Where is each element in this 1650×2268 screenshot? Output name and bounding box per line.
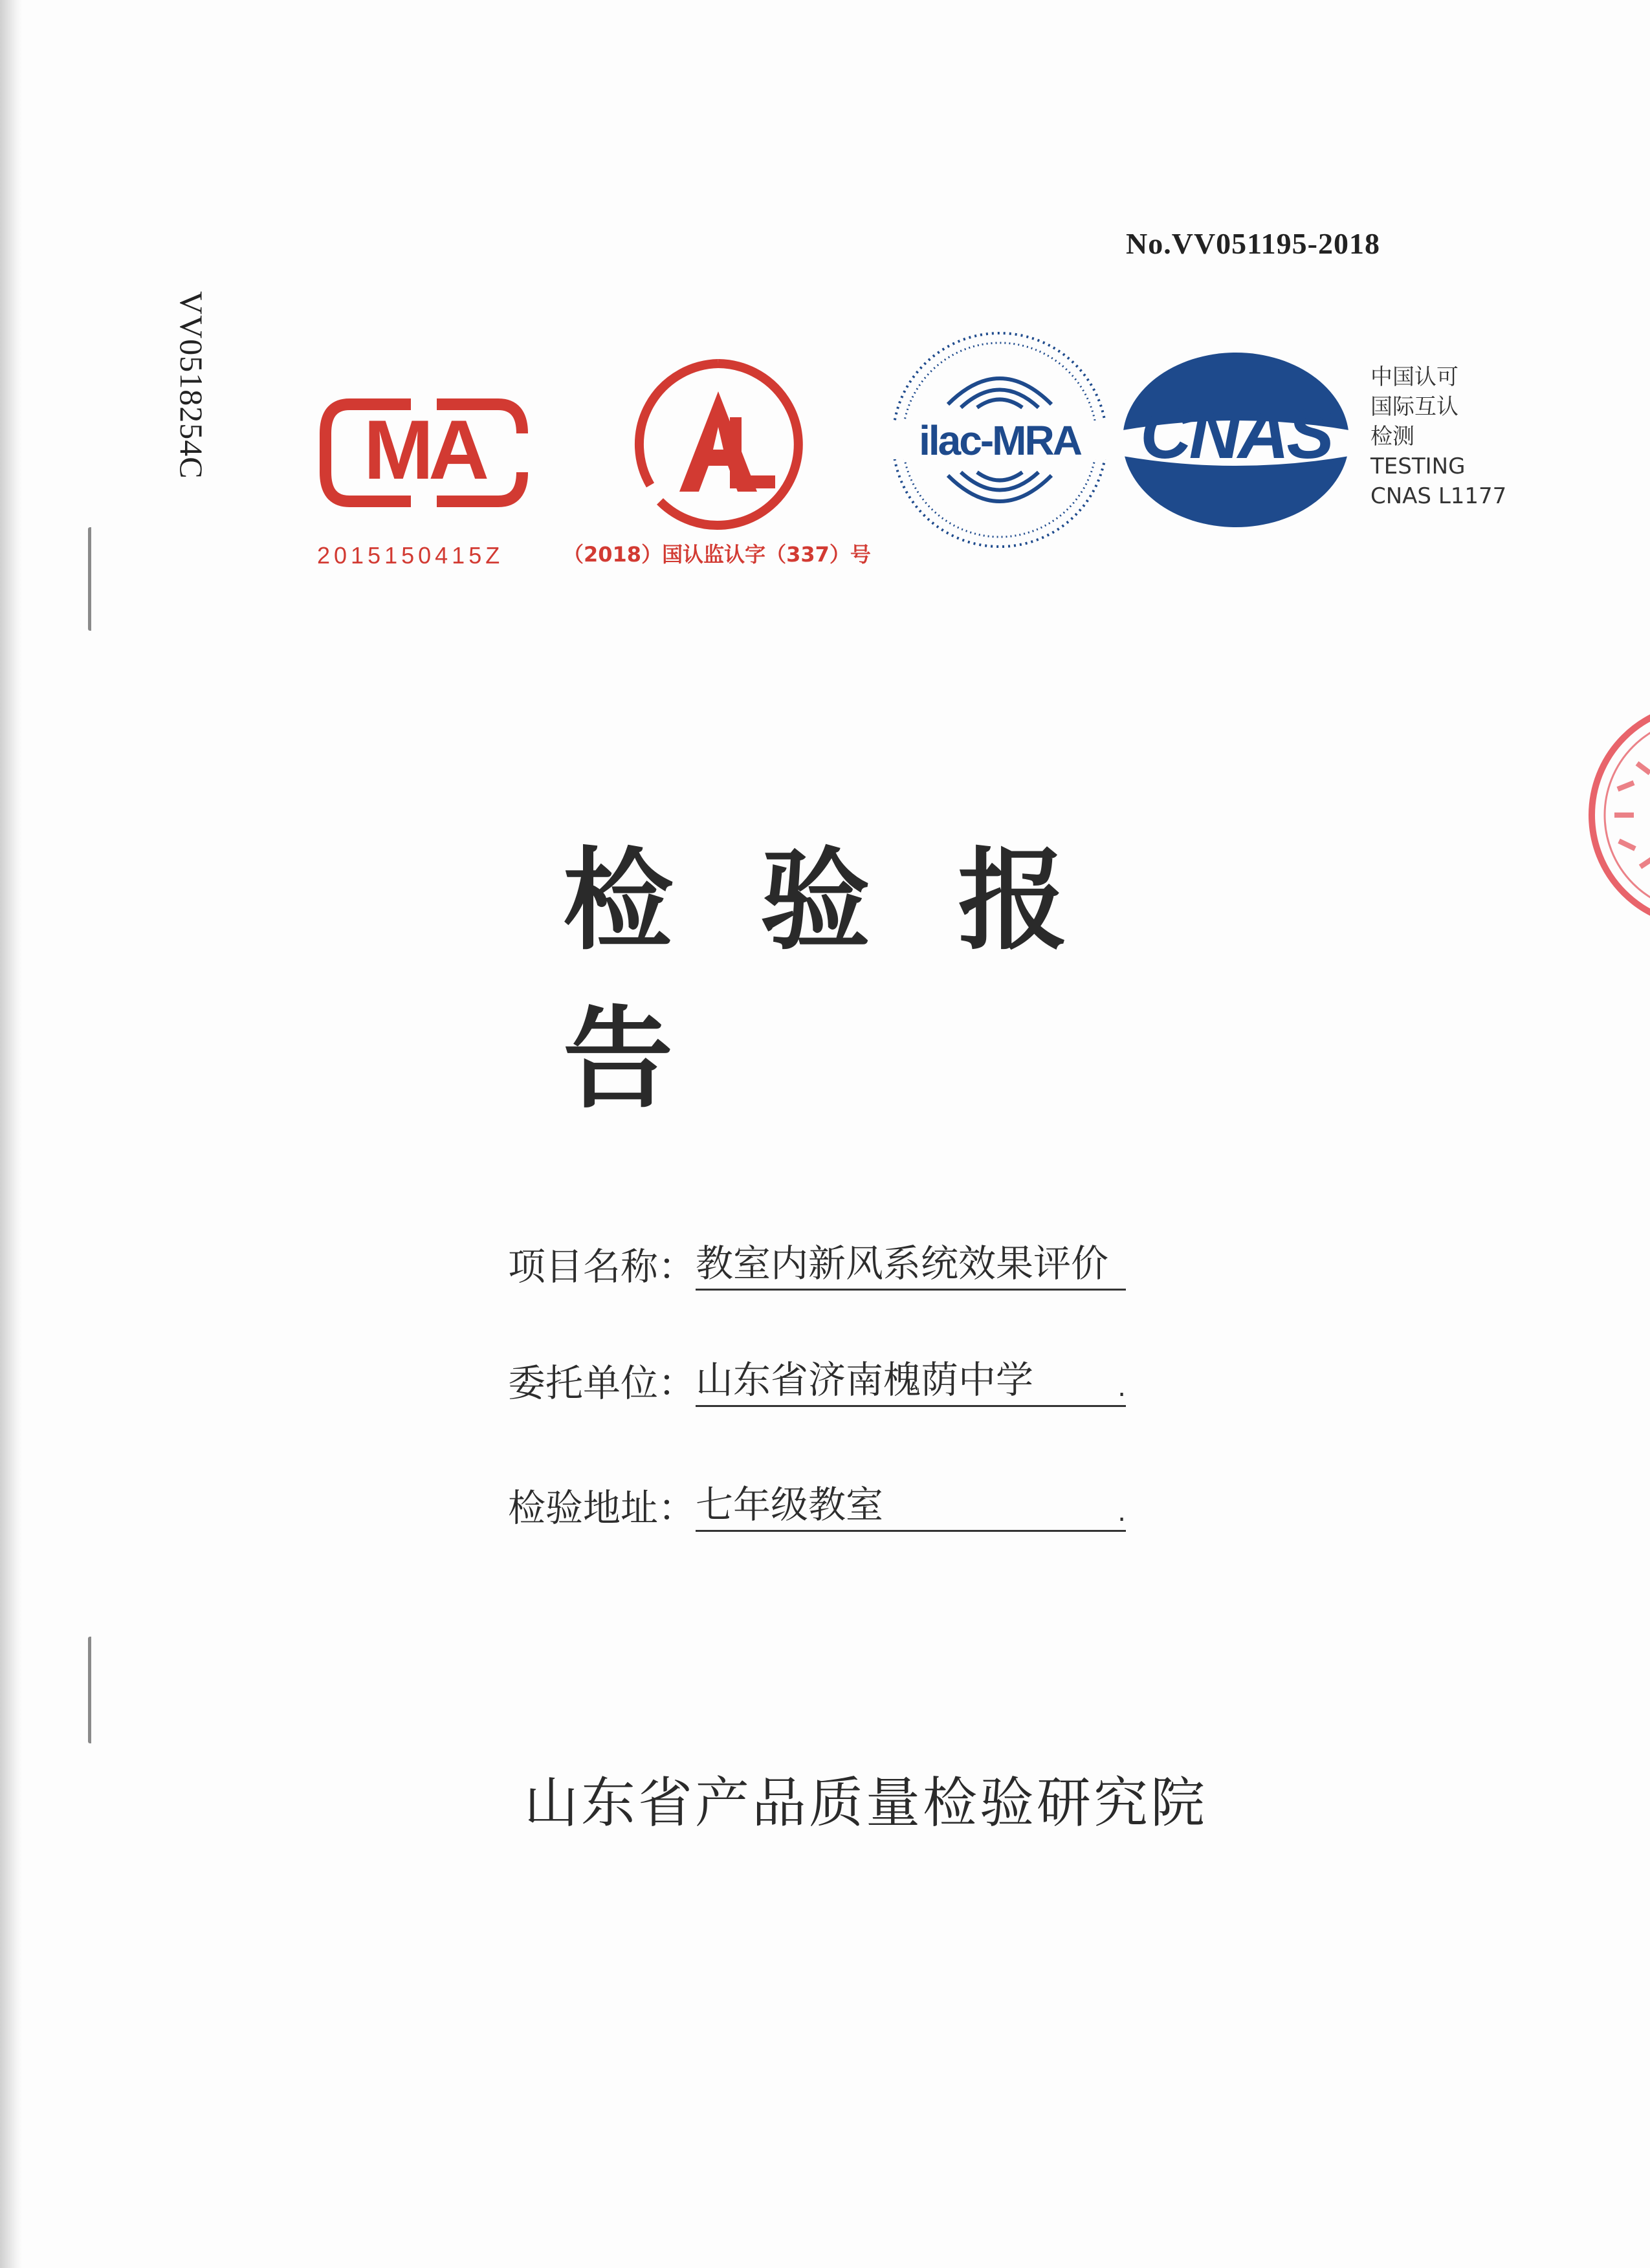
field-label: 检验地址：: [508, 1486, 696, 1530]
field-address: [508, 1474, 1126, 1532]
report-title: 检 验 报 告: [563, 836, 1093, 1124]
red-seal-stamp: [1572, 679, 1650, 951]
svg-text:ilac-MRA: ilac-MRA: [919, 417, 1081, 464]
cma-code: 2015150415Z: [317, 542, 504, 569]
cnas-line-5: CNAS L1177: [1370, 483, 1507, 509]
institute-name: 山东省产品质量检验研究院: [524, 1771, 1208, 1835]
cal-code: （2018）国认监认字（337）号: [563, 542, 871, 567]
cma-logo: [314, 388, 534, 518]
cnas-logo: [1119, 349, 1352, 530]
field-value: [696, 1349, 1126, 1407]
page-edge-shadow: [0, 0, 22, 2268]
end-dot: .: [1117, 1498, 1127, 1527]
field-value: [696, 1474, 1126, 1532]
report-number: No.VV051195-2018: [1126, 227, 1380, 260]
field-value: [696, 1233, 1126, 1291]
cal-logo: [621, 356, 815, 530]
svg-text:MA: MA: [363, 402, 485, 497]
field-project-name: [508, 1232, 1126, 1291]
staple-top: [88, 527, 103, 631]
svg-text:CNAS: CNAS: [1140, 394, 1332, 474]
cnas-line-2: 国际互认: [1370, 394, 1458, 420]
field-value-text: 教室内新风系统效果评价: [696, 1241, 1109, 1285]
field-client: [508, 1349, 1126, 1407]
field-label: 项目名称：: [508, 1245, 696, 1289]
cnas-line-1: 中国认可: [1370, 364, 1458, 390]
field-value-text: 七年级教室: [696, 1483, 884, 1527]
cnas-line-4: TESTING: [1370, 453, 1466, 479]
end-dot: .: [1117, 1373, 1127, 1402]
field-value-text: 山东省济南槐荫中学: [696, 1358, 1034, 1402]
staple-bottom: [88, 1637, 103, 1743]
cnas-text-block: [1370, 362, 1539, 511]
field-label: 委托单位：: [508, 1361, 696, 1405]
side-code-vertical: VV0518254C: [173, 291, 210, 479]
cnas-line-3: 检测: [1370, 424, 1414, 450]
ilac-mra-logo: [886, 327, 1113, 553]
